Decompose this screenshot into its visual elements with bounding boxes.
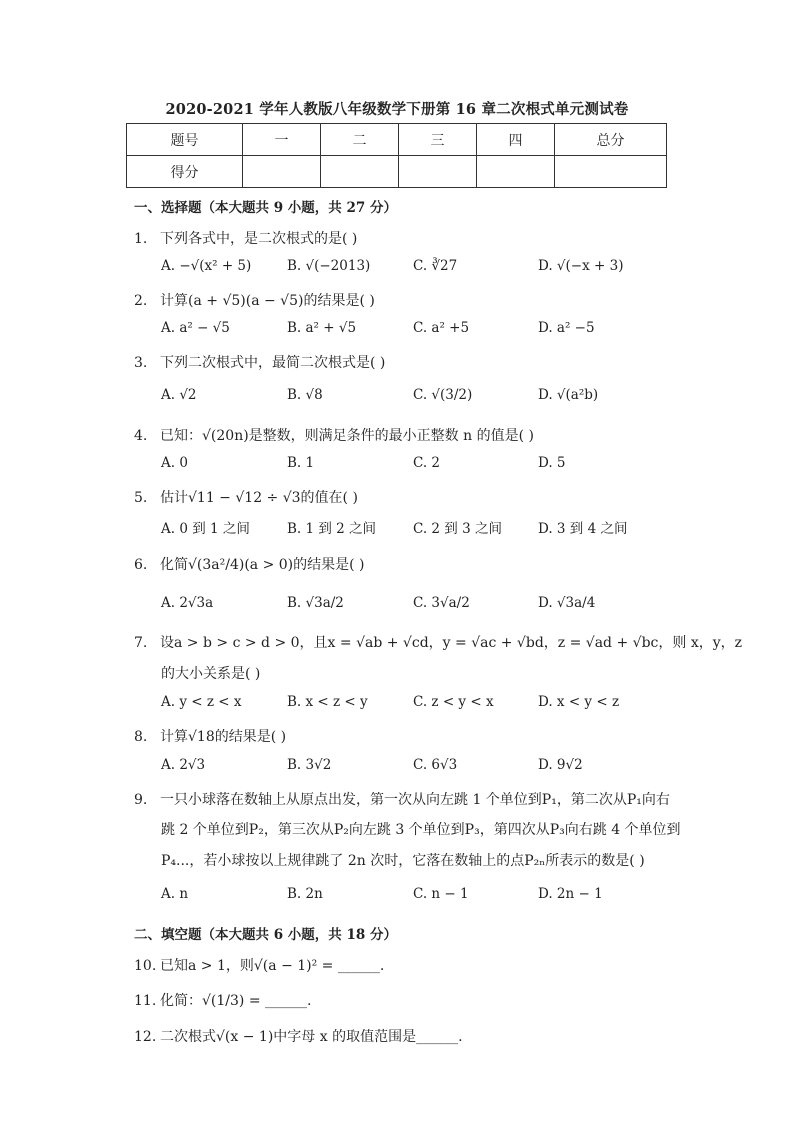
option-d[interactable]: D. a² −5: [538, 320, 595, 336]
score-header-cell: 二: [321, 124, 399, 156]
option-a[interactable]: A. −√(x² + 5): [161, 258, 252, 274]
score-table: [126, 123, 667, 188]
score-input-cell[interactable]: [477, 156, 555, 188]
option-b[interactable]: B. 1: [287, 455, 315, 471]
question: [134, 726, 286, 746]
option-a[interactable]: A. n: [161, 886, 189, 902]
question: [134, 290, 375, 310]
option-d[interactable]: D. 3 到 4 之间: [538, 521, 628, 537]
score-header-cell: 四: [477, 124, 555, 156]
question-text: 化简√(3a²/4)(a > 0)的结果是( ): [160, 557, 365, 573]
question-text: 已知：√(20n)是整数，则满足条件的最小正整数 n 的值是( ): [160, 428, 534, 444]
option-b[interactable]: B. 2n: [287, 886, 323, 902]
option-c[interactable]: C. ∛27: [413, 258, 458, 274]
question-number: 8.: [134, 729, 148, 745]
question-text: 估计√11 − √12 ÷ √3的值在( ): [160, 490, 358, 506]
options: [161, 517, 681, 539]
score-input-cell[interactable]: [399, 156, 477, 188]
question-number: 1.: [134, 231, 148, 247]
question-number: 9.: [134, 792, 148, 808]
question-text: 计算√18的结果是( ): [160, 729, 287, 745]
option-a[interactable]: A. 0: [161, 455, 188, 471]
question-number: 4.: [134, 428, 148, 444]
score-input-cell[interactable]: [243, 156, 321, 188]
score-header-cell: 一: [243, 124, 321, 156]
question: [134, 789, 670, 809]
options: [161, 455, 681, 477]
option-a[interactable]: A. √2: [161, 387, 197, 403]
question-number: 5.: [134, 490, 148, 506]
question-number: 12.: [134, 1029, 157, 1045]
question: [134, 487, 358, 507]
question-number: 10.: [134, 958, 157, 974]
option-a[interactable]: A. y < z < x: [161, 694, 242, 710]
option-c[interactable]: C. √(3/2): [413, 387, 473, 403]
question-text: 二次根式√(x − 1)中字母 x 的取值范围是______.: [160, 1029, 463, 1045]
question-number: 2.: [134, 293, 148, 309]
option-c[interactable]: C. 6√3: [413, 757, 458, 773]
question-text: 计算(a + √5)(a − √5)的结果是( ): [160, 293, 375, 309]
option-b[interactable]: B. x < z < y: [287, 694, 368, 710]
option-d[interactable]: D. 2n − 1: [538, 886, 603, 902]
question: [134, 425, 534, 445]
score-input-cell[interactable]: [555, 156, 667, 188]
option-b[interactable]: B. √8: [287, 387, 323, 403]
question-text: 设a > b > c > d > 0，且x = √ab + √cd，y = √ac + √bd，z = √ad + √bc，则 x，y，z: [160, 635, 742, 651]
question-text: 一只小球落在数轴上从原点出发，第一次从向左跳 1 个单位到P₁，第二次从P₁向右: [160, 792, 670, 808]
question: [134, 352, 385, 372]
option-d[interactable]: D. 5: [538, 455, 566, 471]
question-text: 已知a > 1，则√(a − 1)² = ______.: [160, 958, 385, 974]
question-text: 化简：√(1/3) = ______.: [160, 993, 312, 1009]
option-b[interactable]: B. a² + √5: [287, 320, 357, 336]
question: [134, 1026, 463, 1046]
option-c[interactable]: C. n − 1: [413, 886, 469, 902]
option-d[interactable]: D. 9√2: [538, 757, 583, 773]
section-heading: 二、填空题（本大题共 6 小题，共 18 分）: [134, 927, 397, 943]
option-d[interactable]: D. √(−x + 3): [538, 258, 624, 274]
option-d[interactable]: D. x < y < z: [538, 694, 620, 710]
question: [134, 990, 311, 1010]
question: [134, 228, 357, 248]
option-c[interactable]: C. 3√a/2: [413, 595, 470, 611]
question: [134, 955, 384, 975]
options: [161, 886, 681, 908]
score-row-label: 得分: [127, 156, 243, 188]
question-number: 6.: [134, 557, 148, 573]
question-number: 7.: [134, 635, 148, 651]
question-text-continued: P₄...，若小球按以上规律跳了 2n 次时，它落在数轴上的点P₂ₙ所表示的数是( ): [161, 853, 645, 869]
option-d[interactable]: D. √3a/4: [538, 595, 596, 611]
score-header-cell: 三: [399, 124, 477, 156]
score-input-cell[interactable]: [321, 156, 399, 188]
option-b[interactable]: B. 1 到 2 之间: [287, 521, 377, 537]
question: [134, 554, 365, 574]
option-c[interactable]: C. 2 到 3 之间: [413, 521, 502, 537]
score-header-cell: 题号: [127, 124, 243, 156]
option-a[interactable]: A. a² − √5: [161, 320, 230, 336]
question-text-continued: 跳 2 个单位到P₂，第三次从P₂向左跳 3 个单位到P₃，第四次从P₃向右跳 4 个单位到: [161, 822, 681, 838]
option-c[interactable]: C. a² +5: [413, 320, 470, 336]
page-title: 2020-2021 学年人教版八年级数学下册第 16 章二次根式单元测试卷: [165, 101, 629, 118]
options: [161, 387, 681, 409]
question-number: 11.: [134, 993, 157, 1009]
option-c[interactable]: C. z < y < x: [413, 694, 494, 710]
section-heading: 一、选择题（本大题共 9 小题，共 27 分）: [134, 200, 397, 216]
score-table-header-row: [127, 124, 667, 156]
question-text: 下列二次根式中，最简二次根式是( ): [160, 355, 386, 371]
option-b[interactable]: B. √3a/2: [287, 595, 344, 611]
question-number: 3.: [134, 355, 148, 371]
option-c[interactable]: C. 2: [413, 455, 441, 471]
options: [161, 258, 681, 280]
options: [161, 595, 681, 617]
options: [161, 757, 681, 779]
question: [134, 632, 742, 652]
score-header-cell: 总分: [555, 124, 667, 156]
option-b[interactable]: B. 3√2: [287, 757, 332, 773]
option-b[interactable]: B. √(−2013): [287, 258, 371, 274]
question-text: 下列各式中，是二次根式的是( ): [160, 231, 358, 247]
options: [161, 694, 681, 716]
question-text-continued: 的大小关系是( ): [161, 666, 261, 682]
score-table-score-row: [127, 156, 667, 188]
option-d[interactable]: D. √(a²b): [538, 387, 599, 403]
options: [161, 320, 681, 342]
option-a[interactable]: A. 2√3a: [161, 595, 214, 611]
option-a[interactable]: A. 2√3: [161, 757, 206, 773]
option-a[interactable]: A. 0 到 1 之间: [161, 521, 250, 537]
